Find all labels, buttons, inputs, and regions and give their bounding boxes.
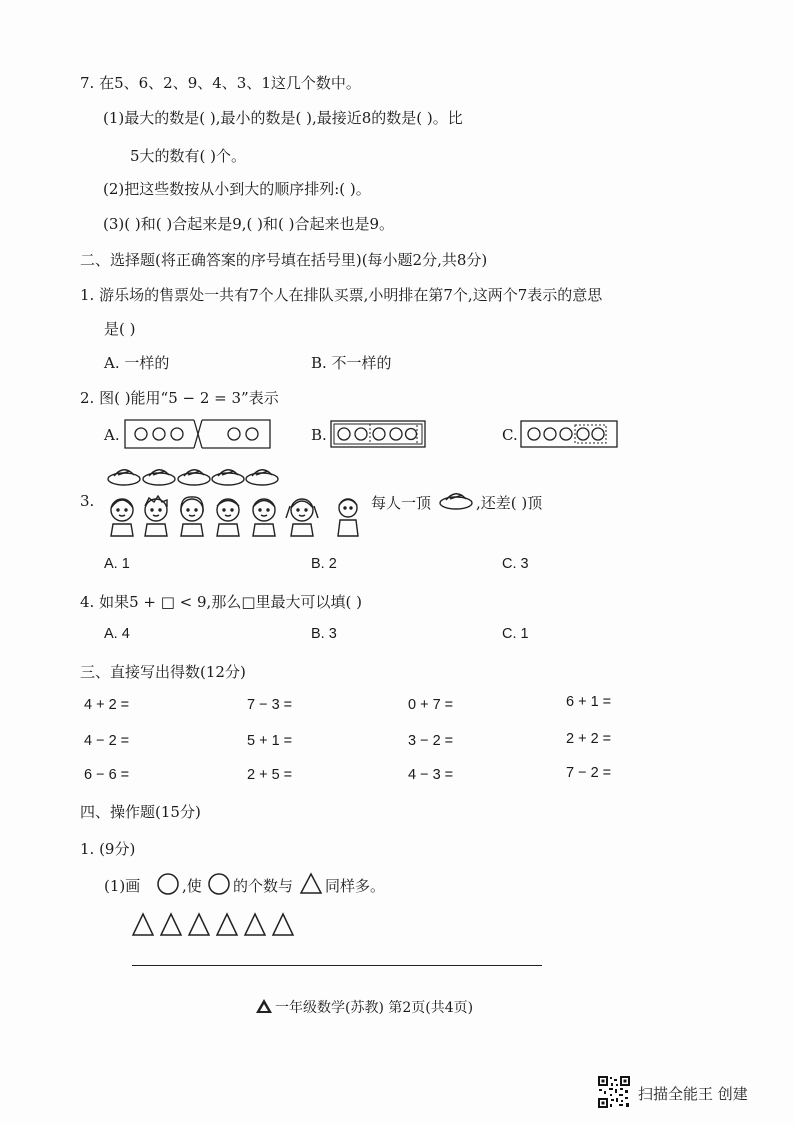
scanner-watermark: 扫描全能王 创建	[638, 1085, 748, 1103]
answer-line	[132, 965, 542, 966]
s2-q4-option-b: B. 3	[311, 626, 337, 642]
hat-icon	[438, 488, 474, 512]
section3-heading: 三、直接写出得数(12分)	[80, 663, 246, 681]
triangle-icon	[299, 872, 323, 896]
equation: 4 + 2 =	[84, 697, 130, 713]
s2-q3-text-each: 每人一顶	[371, 494, 432, 512]
s4-q1-sub1-a: (1)画	[104, 877, 141, 895]
s2-q3-text-short: ,还差( )顶	[476, 494, 543, 512]
s2-q1-stem-cont: 是( )	[104, 320, 136, 338]
q7-part1-line2: 5大的数有( )个。	[130, 147, 247, 165]
q7-stem: 7. 在5、6、2、9、4、3、1这几个数中。	[80, 74, 361, 92]
circle-group-figure-c	[520, 420, 618, 448]
s4-q1: 1. (9分)	[80, 840, 136, 858]
circle-icon	[207, 872, 231, 896]
s2-q3-option-c: C. 3	[502, 556, 529, 572]
s4-q1-sub1-b: ,使	[182, 877, 202, 895]
s2-q4-option-c: C. 1	[502, 626, 529, 642]
six-triangles-row	[132, 911, 300, 939]
hats-and-children-picture	[104, 462, 366, 540]
s2-q1-option-b: B. 不一样的	[311, 354, 392, 372]
s2-q1-stem: 1. 游乐场的售票处一共有7个人在排队买票,小明排在第7个,这两个7表示的意思	[80, 286, 603, 304]
s2-q2-option-a-label: A.	[104, 426, 120, 444]
circle-icon	[156, 872, 180, 896]
circle-group-figure-b	[330, 420, 426, 448]
equation: 7 − 2 =	[566, 765, 612, 781]
s2-q2-option-c-label: C.	[502, 426, 518, 444]
section2-heading: 二、选择题(将正确答案的序号填在括号里)(每小题2分,共8分)	[80, 251, 488, 269]
equation: 3 − 2 =	[408, 733, 454, 749]
equation: 0 + 7 =	[408, 697, 454, 713]
s2-q3-number: 3.	[80, 492, 95, 510]
q7-part3: (3)( )和( )合起来是9,( )和( )合起来也是9。	[103, 215, 394, 233]
footer-page-info: 一年级数学(苏教) 第2页(共4页)	[275, 1000, 474, 1016]
equation: 4 − 2 =	[84, 733, 130, 749]
qr-code-icon	[597, 1075, 631, 1109]
s2-q3-option-b: B. 2	[311, 556, 337, 572]
s2-q1-option-a: A. 一样的	[104, 354, 170, 372]
s2-q2-option-b-label: B.	[311, 426, 327, 444]
q7-part1-line1: (1)最大的数是( ),最小的数是( ),最接近8的数是( )。比	[103, 109, 463, 127]
equation: 2 + 2 =	[566, 731, 612, 747]
circle-group-figure-a	[124, 418, 272, 450]
s4-q1-sub1-d: 同样多。	[325, 877, 386, 895]
s2-q4-option-a: A. 4	[104, 626, 130, 642]
equation: 6 + 1 =	[566, 694, 612, 710]
s2-q4-stem: 4. 如果5 + □ < 9,那么□里最大可以填( )	[80, 593, 362, 611]
equation: 2 + 5 =	[247, 767, 293, 783]
mountain-logo-icon	[255, 998, 273, 1014]
q7-part2: (2)把这些数按从小到大的顺序排列:( )。	[103, 180, 371, 198]
equation: 5 + 1 =	[247, 733, 293, 749]
equation: 4 − 3 =	[408, 767, 454, 783]
s4-q1-sub1-c: 的个数与	[233, 877, 294, 895]
equation: 6 − 6 =	[84, 767, 130, 783]
s2-q2-stem: 2. 图( )能用“5 − 2 = 3”表示	[80, 389, 279, 407]
section4-heading: 四、操作题(15分)	[80, 803, 201, 821]
equation: 7 − 3 =	[247, 697, 293, 713]
s2-q3-option-a: A. 1	[104, 556, 130, 572]
